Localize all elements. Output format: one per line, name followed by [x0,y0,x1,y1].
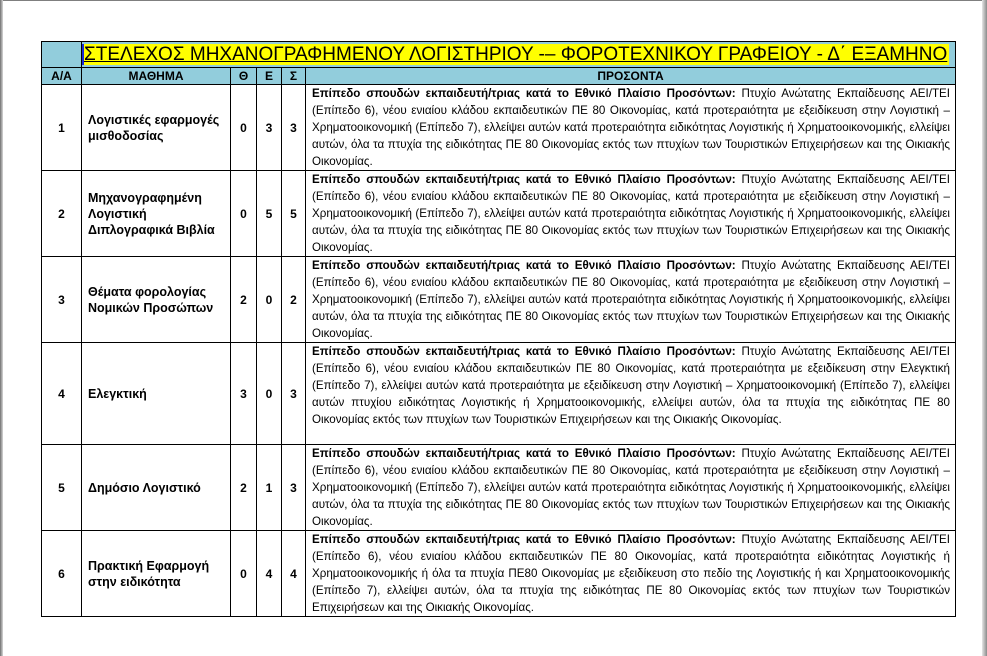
subject-cell: Δημόσιο Λογιστικό [82,445,231,531]
subject-cell: Θέματα φορολογίας Νομικών Προσώπων [82,257,231,343]
table-row [42,85,956,171]
subject-cell: Πρακτική Εφαρμογή στην ειδικότητα [82,531,231,617]
e-cell: 5 [257,171,282,257]
header-aa: Α/Α [42,68,82,85]
qualifications-cell [306,531,956,617]
title-cell[interactable] [82,42,956,68]
sigma-cell: 3 [282,343,306,445]
sigma-cell: 2 [282,257,306,343]
qualifications-text: Πτυχίο Ανώτατης Εκπαίδευσης ΑΕΙ/ΤΕΙ (Επίπεδο 6), νέου ενιαίου κλάδου εκπαιδευτικών ΠΕ 80 Οικονομίας, κατά προτεραιότητα με εξειδίκευση στην Λογιστική – Χρηματοοικονομική (Επίπεδο 7), ελλείψει αυτών κατά προτεραιότητα ειδικότητας Λογιστικής ή Χρηματοοικονομικής, ελλείψει αυτών, όλα τα πτυχία της ειδικότητας ΠΕ 80 Οικονομίας εκτός των πτυχίων των Τουριστικών Επιχειρήσεων και της Οικιακής Οικονομίας. [312,173,950,254]
qualifications-text: Πτυχίο Ανώτατης Εκπαίδευσης ΑΕΙ/ΤΕΙ (Επίπεδο 6), νέου ενιαίου κλάδου εκπαιδευτικών ΠΕ 80 Οικονομίας, κατά προτεραιότητα με εξειδίκευση στην Λογιστική – Χρηματοοικονομική (Επίπεδο 7), ελλείψει αυτών κατά προτεραιότητα ειδικότητας Λογιστικής ή Χρηματοοικονομικής, ελλείψει αυτών, όλα τα πτυχία της ειδικότητας ΠΕ 80 Οικονομίας εκτός των πτυχίων των Τουριστικών Επιχειρήσεων και της Οικιακής Οικονομίας. [312,447,950,528]
sigma-cell: 3 [282,445,306,531]
subject-cell: Ελεγκτική [82,343,231,445]
page-title: ΣΤΕΛΕΧΟΣ ΜΗΧΑΝΟΓΡΑΦΗΜΕΝΟΥ ΛΟΓΙΣΤΗΡΙΟΥ -– ΦΟΡΟΤΕΧΝΙΚΟΥ ΓΡΑΦΕΙΟΥ - Δ΄ ΕΞΑΜΗΝΟ [84,43,948,65]
row-number: 1 [42,85,82,171]
table-row [42,343,956,445]
header-theta: Θ [231,68,257,85]
theta-cell: 2 [231,257,257,343]
qualifications-text: Πτυχίο Ανώτατης Εκπαίδευσης ΑΕΙ/ΤΕΙ (Επίπεδο 6), νέου ενιαίου κλάδου εκπαιδευτικών ΠΕ 80 Οικονομίας, κατά προτεραιότητα με εξειδίκευση στην Λογιστική – Χρηματοοικονομική (Επίπεδο 7), ελλείψει αυτών κατά προτεραιότητα ειδικότητας Λογιστικής ή Χρηματοοικονομικής, ελλείψει αυτών, όλα τα πτυχία της ειδικότητας ΠΕ 80 Οικονομίας εκτός των πτυχίων των Τουριστικών Επιχειρήσεων και της Οικιακής Οικονομίας. [312,259,950,340]
sigma-cell: 3 [282,85,306,171]
e-cell: 4 [257,531,282,617]
qualifications-lead: Επίπεδο σπουδών εκπαιδευτή/τριας κατά το Εθνικό Πλαίσιο Προσόντων: [312,533,736,546]
table-row [42,171,956,257]
qualifications-cell [306,343,956,445]
curriculum-table [41,41,956,617]
qualifications-lead: Επίπεδο σπουδών εκπαιδευτή/τριας κατά το Εθνικό Πλαίσιο Προσόντων: [312,259,736,272]
document-page [3,1,982,656]
window-right-border [982,0,987,656]
row-number: 5 [42,445,82,531]
qualifications-text: Πτυχίο Ανώτατης Εκπαίδευσης ΑΕΙ/ΤΕΙ (Επίπεδο 6), νέου ενιαίου κλάδου εκπαιδευτικών ΠΕ 80 Οικονομίας, κατά προτεραιότητα με εξειδίκευση στην Λογιστική – Χρηματοοικονομική (Επίπεδο 7), ελλείψει αυτών κατά προτεραιότητα ειδικότητας Λογιστικής ή Χρηματοοικονομικής, ελλείψει αυτών, όλα τα πτυχία της ειδικότητας ΠΕ 80 Οικονομίας εκτός των πτυχίων των Τουριστικών Επιχειρήσεων και της Οικιακής Οικονομίας. [312,87,950,168]
qualifications-lead: Επίπεδο σπουδών εκπαιδευτή/τριας κατά το Εθνικό Πλαίσιο Προσόντων: [312,173,736,186]
table-row [42,531,956,617]
subject-cell: Μηχανογραφημένη Λογιστική Διπλογραφικά Βιβλία [82,171,231,257]
table-row [42,445,956,531]
qualifications-cell [306,171,956,257]
theta-cell: 0 [231,171,257,257]
header-subject: ΜΑΘΗΜΑ [82,68,231,85]
qualifications-lead: Επίπεδο σπουδών εκπαιδευτή/τριας κατά το Εθνικό Πλαίσιο Προσόντων: [312,87,736,100]
qualifications-text: Πτυχίο Ανώτατης Εκπαίδευσης ΑΕΙ/ΤΕΙ (Επίπεδο 6), νέου ενιαίου κλάδου εκπαιδευτικών ΠΕ 80 Οικονομίας, κατά προτεραιότητα ειδικότητας Λογιστικής ή Χρηματοοικονομικής ή όλα τα πτυχία ΠΕ80 Οικονομίας με εξειδίκευση στο πεδίο της Λογιστικής ή και Χρηματοοικονομικής (Επίπεδο 7), ελλείψει αυτών, όλα τα πτυχία της ειδικότητας ΠΕ 80 Οικονομίας εκτός των πτυχίων των Τουριστικών Επιχειρήσεων και της Οικιακής Οικονομίας. [312,533,950,614]
e-cell: 1 [257,445,282,531]
theta-cell: 0 [231,85,257,171]
theta-cell: 2 [231,445,257,531]
header-qualifications: ΠΡΟΣΟΝΤΑ [306,68,956,85]
theta-cell: 0 [231,531,257,617]
e-cell: 0 [257,257,282,343]
subject-cell: Λογιστικές εφαρμογές μισθοδοσίας [82,85,231,171]
sigma-cell: 5 [282,171,306,257]
title-spacer-cell [42,42,82,68]
qualifications-lead: Επίπεδο σπουδών εκπαιδευτή/τριας κατά το Εθνικό Πλαίσιο Προσόντων: [312,345,736,358]
title-row [42,42,956,68]
qualifications-cell [306,85,956,171]
row-number: 2 [42,171,82,257]
theta-cell: 3 [231,343,257,445]
qualifications-lead: Επίπεδο σπουδών εκπαιδευτή/τριας κατά το Εθνικό Πλαίσιο Προσόντων: [312,447,736,460]
row-number: 4 [42,343,82,445]
e-cell: 0 [257,343,282,445]
header-e: Ε [257,68,282,85]
header-row [42,68,956,85]
qualifications-text: Πτυχίο Ανώτατης Εκπαίδευσης ΑΕΙ/ΤΕΙ (Επίπεδο 6), νέου ενιαίου κλάδου εκπαιδευτικών ΠΕ 80 Οικονομίας, κατά προτεραιότητα με εξειδίκευση στην Ελεγκτική (Επίπεδο 7), ελλείψει αυτών κατά προτεραιότητα με εξειδίκευση στην Λογιστική – Χρηματοοικονομική (Επίπεδο 7), ελλείψει αυτών πτυχίου ειδικότητας Λογιστικής ή Χρηματοοικονομικής, ελλείψει αυτών, όλα τα πτυχία της ειδικότητας ΠΕ 80 Οικονομίας εκτός των πτυχίων των Τουριστικών Επιχειρήσεων και της Οικιακής Οικονομίας. [312,345,950,426]
qualifications-cell [306,445,956,531]
qualifications-cell [306,257,956,343]
table-row [42,257,956,343]
row-number: 6 [42,531,82,617]
header-sigma: Σ [282,68,306,85]
e-cell: 3 [257,85,282,171]
sigma-cell: 4 [282,531,306,617]
row-number: 3 [42,257,82,343]
